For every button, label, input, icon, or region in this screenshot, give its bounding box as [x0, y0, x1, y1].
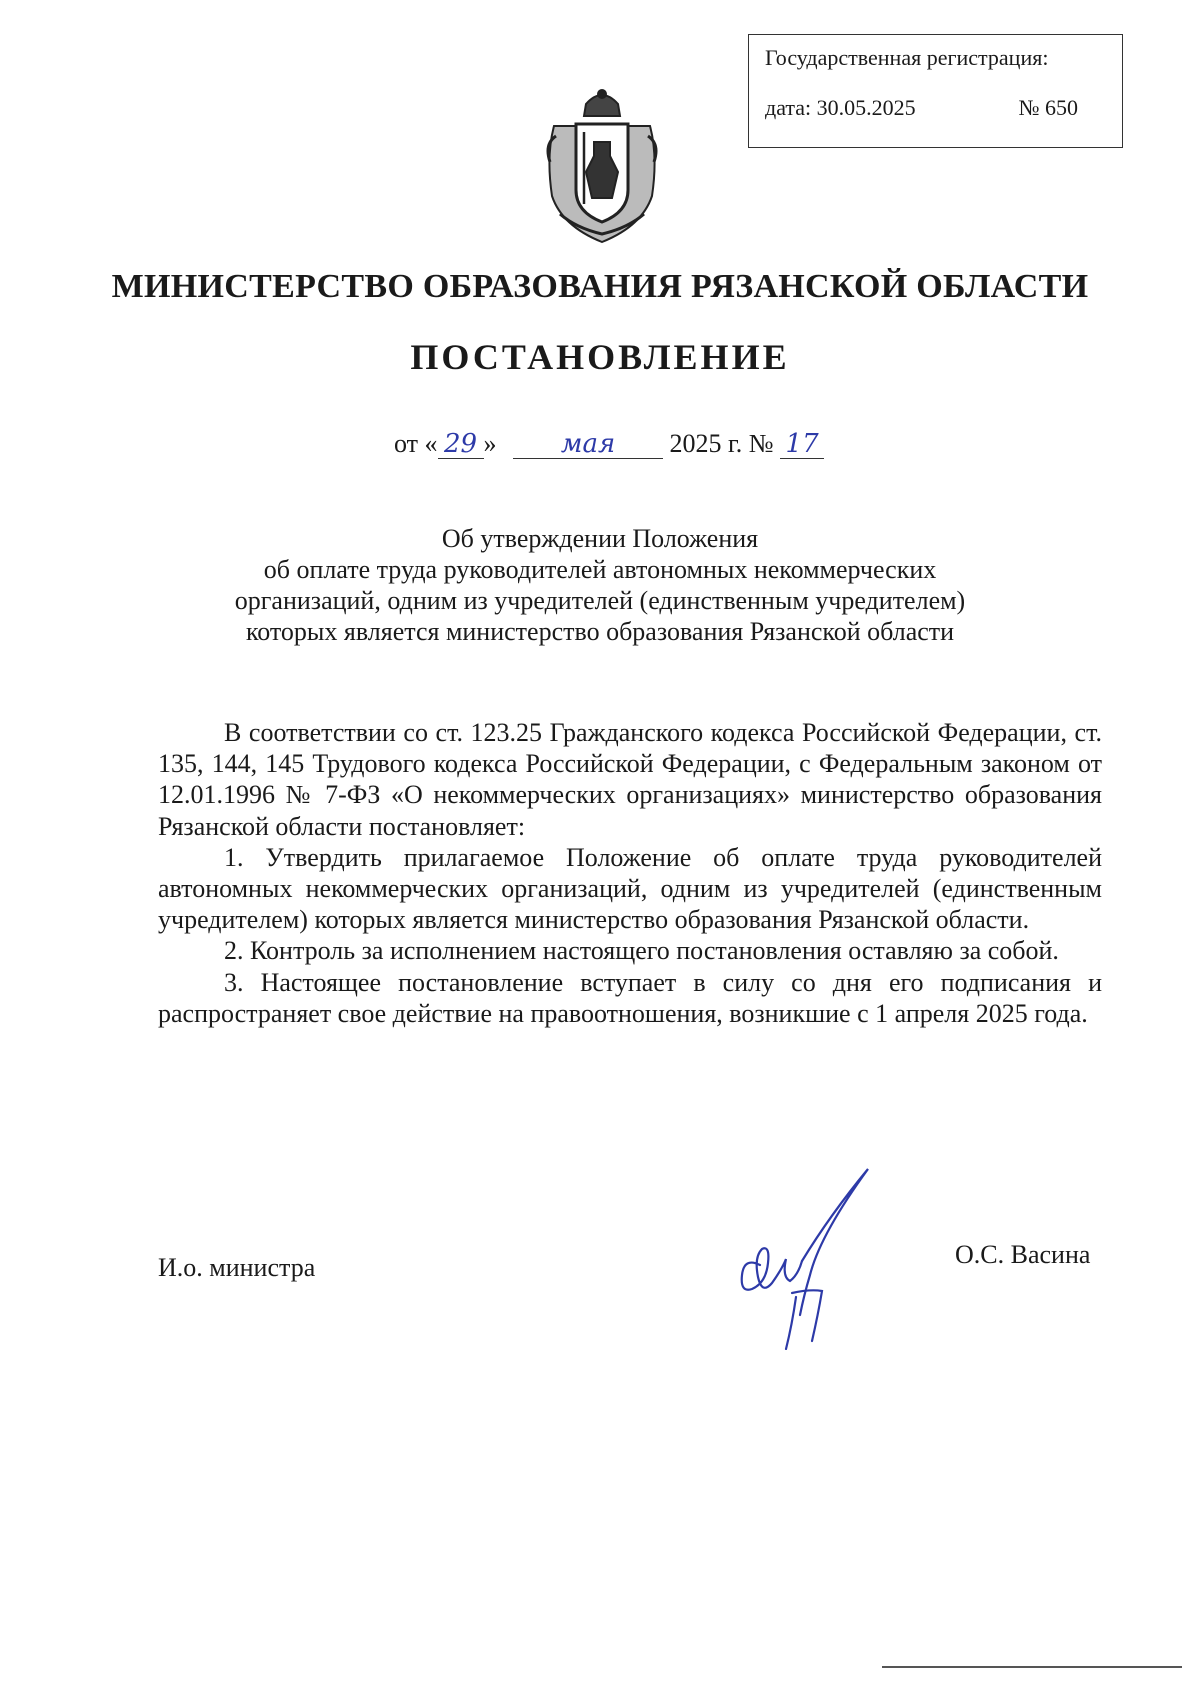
item-2-paragraph: 2. Контроль за исполнением настоящего постановления оставляю за собой. [224, 936, 1059, 966]
registration-title: Государственная регистрация: [765, 45, 1049, 70]
document-date-line [394, 422, 914, 466]
handwritten-signature-icon [700, 1165, 900, 1350]
date-quote-close: » [483, 429, 497, 458]
scan-edge-divider [882, 1666, 1182, 1668]
date-year-number-label: 2025 г. № [669, 429, 774, 458]
item-3-paragraph: 3. Настоящее постановление вступает в силу со дня его подписания и распространяет свое действие на правоотношения, возникшие с 1 апреля 2025 года. [158, 967, 1102, 1028]
document-type: ПОСТАНОВЛЕНИЕ [410, 337, 790, 377]
title-line-3: организаций, одним из учредителей (единственным учредителем) [234, 586, 966, 615]
registration-stamp [748, 34, 1123, 148]
handwritten-day: 29 [438, 430, 484, 459]
ministry-name: МИНИСТЕРСТВО ОБРАЗОВАНИЯ РЯЗАНСКОЙ ОБЛАСТИ [111, 268, 1089, 305]
registration-date: дата: 30.05.2025 [765, 95, 916, 120]
date-prefix: от « [394, 429, 438, 458]
document-body [158, 717, 1102, 1029]
signatory-name: О.С. Васина [955, 1240, 1091, 1269]
handwritten-month: мая [513, 430, 663, 459]
signatory-role: И.о. министра [158, 1253, 316, 1282]
registration-row [765, 95, 1110, 121]
title-line-2: об оплате труда руководителей автономных некоммерческих [263, 555, 937, 584]
preamble-paragraph: В соответствии со ст. 123.25 Гражданского кодекса Российской Федерации, ст. 135, 144, 145 Трудового кодекса Российской Федерации, с Федеральным законом от 12.01.1996 № 7-ФЗ «О некоммерческих организациях» министерство образования Рязанской области постановляет: [158, 718, 1102, 841]
title-line-4: которых является министерство образования Рязанской области [245, 617, 955, 646]
document-title [160, 523, 1040, 647]
registration-number: № 650 [1018, 95, 1078, 120]
coat-of-arms-icon [536, 86, 668, 246]
handwritten-number: 17 [780, 430, 824, 459]
item-1-paragraph: 1. Утвердить прилагаемое Положение об оплате труда руководителей автономных некоммерческих организаций, одним из учредителей (единственным учредителем) которых является министерство образования Рязанской области. [158, 842, 1102, 935]
title-line-1: Об утверждении Положения [441, 524, 759, 553]
